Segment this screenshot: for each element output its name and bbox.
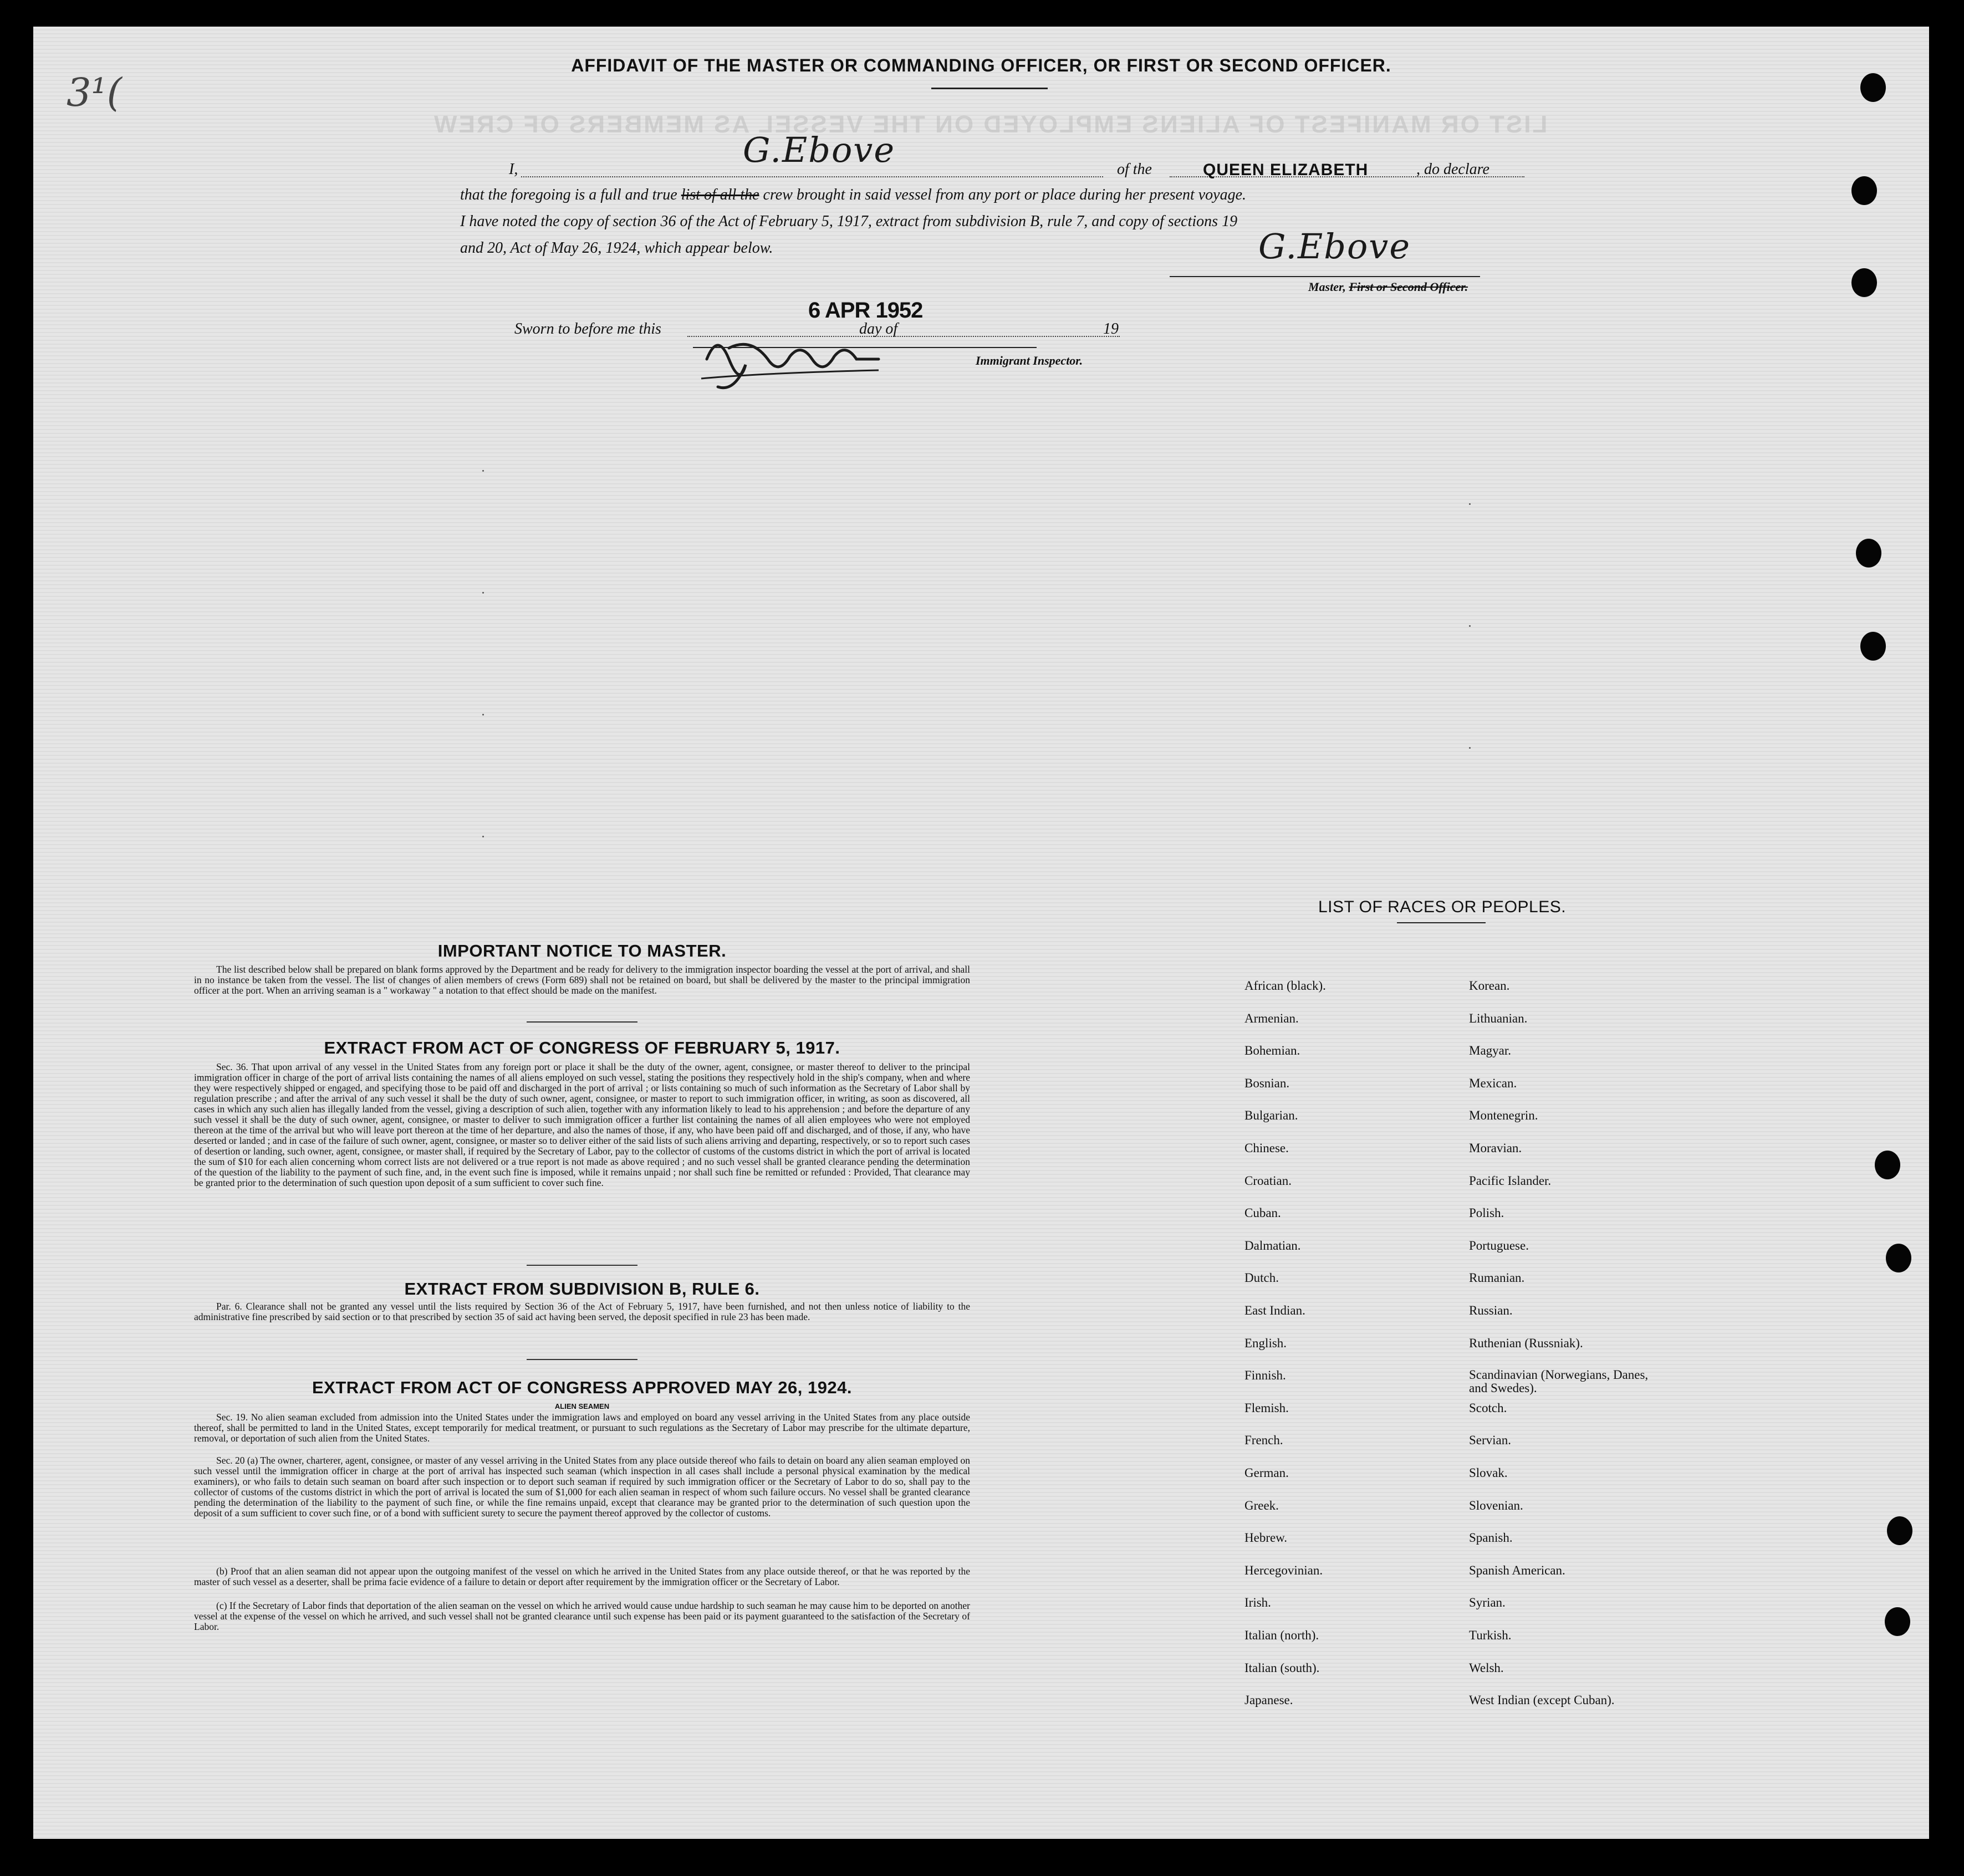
race-right-0: Korean. <box>1469 979 1510 993</box>
race-right-13: Scotch. <box>1469 1401 1507 1415</box>
punch-hole <box>1887 1516 1912 1545</box>
sworn-label: Sworn to before me this <box>514 320 661 338</box>
race-left-1: Armenian. <box>1244 1011 1299 1025</box>
form-tick <box>482 836 484 837</box>
notice-body: The list described below shall be prepared on blank forms approved by the Department and be ready for delivery to the immigration inspector boarding the vessel at the port of arrival, and shall in no instance be taken from the vessel. The list of changes of alien members of crews (Form 689) shall not be retained on board, but shall be delivered by the master to the principal immigration officer at the port. When an arriving seaman is a " workaway " a notation to that effect should be made on the manifest. <box>194 964 970 996</box>
divider <box>527 1265 637 1266</box>
year-prefix: 19 <box>1103 320 1119 338</box>
divider <box>527 1359 637 1360</box>
race-right-16: Slovenian. <box>1469 1499 1523 1512</box>
signer-name: G.Ebove <box>743 130 896 170</box>
race-left-13: Flemish. <box>1244 1401 1289 1415</box>
race-left-22: Japanese. <box>1244 1693 1293 1707</box>
race-left-0: African (black). <box>1244 979 1326 993</box>
punch-hole <box>1860 73 1886 102</box>
punch-hole <box>1856 539 1881 568</box>
race-left-15: German. <box>1244 1466 1289 1480</box>
race-left-14: French. <box>1244 1433 1283 1447</box>
race-left-20: Italian (north). <box>1244 1628 1319 1642</box>
signature-line <box>1170 276 1480 277</box>
punch-hole <box>1885 1607 1910 1636</box>
punch-hole <box>1851 176 1877 205</box>
race-right-1: Lithuanian. <box>1469 1011 1528 1025</box>
race-left-2: Bohemian. <box>1244 1044 1300 1057</box>
sec20c-body: (c) If the Secretary of Labor finds that deportation of the alien seaman on the vessel on which he arrived would cause undue hardship to such seaman he may cause him to be deported on another vessel at the expense of the vessel on which he arrived, and such vessel shall not be granted clearance until such expense has been paid or its payment guaranteed to the satisfaction of the Secretary of Labor. <box>194 1600 970 1632</box>
race-left-18: Hercegovinian. <box>1244 1563 1323 1577</box>
race-right-5: Moravian. <box>1469 1141 1522 1155</box>
race-right-19: Syrian. <box>1469 1596 1506 1609</box>
extract-1917-heading: EXTRACT FROM ACT OF CONGRESS OF FEBRUARY 5, 1917. <box>324 1038 840 1057</box>
bleed-through-title: LIST OR MANIFEST OF ALIENS EMPLOYED ON THE VESSEL AS MEMBERS OF CREW <box>432 111 1548 138</box>
punch-hole <box>1851 268 1877 297</box>
race-right-9: Rumanian. <box>1469 1271 1525 1285</box>
race-right-15: Slovak. <box>1469 1466 1508 1480</box>
vessel-name: QUEEN ELIZABETH <box>1203 161 1369 179</box>
race-right-21: Welsh. <box>1469 1661 1504 1675</box>
form-tick <box>482 470 484 472</box>
race-right-22: West Indian (except Cuban). <box>1469 1693 1615 1707</box>
race-left-6: Croatian. <box>1244 1174 1292 1188</box>
races-underline <box>1397 922 1486 923</box>
inspector-line <box>693 347 1037 348</box>
race-right-17: Spanish. <box>1469 1531 1513 1545</box>
rule6-body: Par. 6. Clearance shall not be granted any vessel until the lists required by Section 36 of the Act of February 5, 1917, have been furnished, and not then unless notice of liability to the administrative fine prescribed by said section or to that prescribed by section 35 of said act having been served, the deposit specified in rule 23 has been made. <box>194 1301 970 1322</box>
notice-heading: IMPORTANT NOTICE TO MASTER. <box>437 941 727 960</box>
margin-note: 3¹( <box>67 70 122 115</box>
title-master: Master, <box>1308 280 1346 294</box>
form-tick <box>1469 747 1471 749</box>
officer-signature: G.Ebove <box>1258 226 1411 267</box>
race-right-14: Servian. <box>1469 1433 1512 1447</box>
race-left-8: Dalmatian. <box>1244 1239 1301 1253</box>
affidavit-line-4: and 20, Act of May 26, 1924, which appear below. <box>460 239 773 257</box>
race-left-19: Irish. <box>1244 1596 1271 1609</box>
officer-title <box>1308 280 1468 294</box>
inspector-label: Immigrant Inspector. <box>976 354 1083 367</box>
affidavit-heading: AFFIDAVIT OF THE MASTER OR COMMANDING OFFICER, OR FIRST OR SECOND OFFICER. <box>571 55 1391 75</box>
race-left-21: Italian (south). <box>1244 1661 1320 1675</box>
line2-end: crew brought in said vessel from any port or place during her present voyage. <box>763 186 1247 203</box>
punch-hole <box>1875 1151 1900 1179</box>
race-right-11: Ruthenian (Russniak). <box>1469 1336 1583 1350</box>
form-tick <box>482 592 484 594</box>
race-right-20: Turkish. <box>1469 1628 1512 1642</box>
race-left-16: Greek. <box>1244 1499 1279 1512</box>
do-declare-label: , do declare <box>1416 161 1489 178</box>
race-left-3: Bosnian. <box>1244 1076 1290 1090</box>
rule6-heading: EXTRACT FROM SUBDIVISION B, RULE 6. <box>404 1279 760 1299</box>
alien-seamen-subheading: ALIEN SEAMEN <box>554 1402 610 1410</box>
sec20b-body: (b) Proof that an alien seaman did not appear upon the outgoing manifest of the vessel on which he arrived in the United States from any place outside thereof, or that he was reported by the master of such vessel as a deserter, shall be prima facie evidence of a failure to detain or deport after requirement by the immigration officer or the Secretary of Labor. <box>194 1566 970 1587</box>
form-tick <box>482 714 484 715</box>
divider <box>527 1021 637 1023</box>
document-page <box>33 27 1929 1839</box>
of-the-label: of the <box>1117 161 1152 178</box>
inspector-signature <box>696 326 884 398</box>
extract-1917-body: Sec. 36. That upon arrival of any vessel in the United States from any foreign port or place it shall be the duty of the owner, agent, consignee, or master thereof to deliver to the principal immigration officer in charge of the port of arrival lists containing the names of all aliens employed on such vessel, stating the positions they respectively hold in the ship's company, when and where they were respectively shipped or engaged, and specifying those to be paid off and discharged in the port of arrival ; or lists containing so much of such information as the Secretary of Labor shall by regulation prescribe ; and after the arrival of any such vessel it shall be the duty of such owner, agent, consignee, or master to report to such immigration officer, in writing, as soon as discovered, all cases in which any such alien has illegally landed from the vessel, giving a description of such alien, together with any information likely to lead to his apprehension ; and before the departure of any such vessel it shall be the duty of such owner, agent, consignee, or master to deliver to such immigration officer a further list containing the names of all alien employees who were not employed thereon at the time of the arrival but who will leave port thereon at the time of her departure, and also the names of those, if any, who have been paid off and discharged, and of those, if any, who have deserted or landed ; and in case of the failure of such owner, agent, consignee, or master so to deliver either of the said lists of such aliens arriving and departing, respectively, or so to report such cases of desertion or landing, such owner, agent, consignee, or master shall, if required by the Secretary of Labor, pay to the collector of customs of the customs district in which the port of arrival is located the sum of $10 for each alien concerning whom correct lists are not delivered or a true report is not made as above required ; and no such vessel shall be granted clearance pending the determination of the question of the liability to the payment of such fine, and, in the event such fine is imposed, while it remains unpaid ; nor shall such fine be remitted or refunded : Provided, That clearance may be granted prior to the determination of such question upon deposit of a sum sufficient to cover such fine. <box>194 1061 970 1188</box>
race-left-17: Hebrew. <box>1244 1531 1288 1545</box>
race-right-8: Portuguese. <box>1469 1239 1529 1253</box>
race-right-2: Magyar. <box>1469 1044 1512 1057</box>
race-right-10: Russian. <box>1469 1304 1513 1317</box>
race-right-4: Montenegrin. <box>1469 1108 1538 1122</box>
affidavit-line-2 <box>460 186 1246 204</box>
race-right-18: Spanish American. <box>1469 1563 1565 1577</box>
race-left-5: Chinese. <box>1244 1141 1289 1155</box>
punch-hole <box>1886 1244 1911 1272</box>
race-left-7: Cuban. <box>1244 1206 1281 1220</box>
race-right-6: Pacific Islander. <box>1469 1174 1552 1188</box>
line2-struck: list of all the <box>681 186 759 203</box>
race-right-7: Polish. <box>1469 1206 1504 1220</box>
races-heading: LIST OF RACES OR PEOPLES. <box>1318 898 1567 916</box>
affidavit-line-3: I have noted the copy of section 36 of the Act of February 5, 1917, extract from subdivision B, rule 7, and copy of sections 19 <box>460 213 1238 230</box>
day-of-label: day of <box>859 320 898 338</box>
line2-start: that the foregoing is a full and true <box>460 186 677 203</box>
race-left-11: English. <box>1244 1336 1287 1350</box>
extract-1924-heading: EXTRACT FROM ACT OF CONGRESS APPROVED MAY 26, 1924. <box>312 1378 853 1397</box>
date-stamp: 6 APR 1952 <box>808 298 923 323</box>
race-left-4: Bulgarian. <box>1244 1108 1298 1122</box>
race-left-9: Dutch. <box>1244 1271 1279 1285</box>
heading-underline <box>931 88 1048 89</box>
affidavit-intro: I, <box>509 161 518 178</box>
race-right-12: Scandinavian (Norwegians, Danes, and Swedes). <box>1469 1368 1649 1395</box>
punch-hole <box>1860 632 1886 661</box>
sec20a-body: Sec. 20 (a) The owner, charterer, agent, consignee, or master of any vessel arriving in the United States from any place outside thereof who fails to detain on board any alien seaman employed on such vessel until the immigration officer in charge at the port of arrival has inspected such seaman (which inspection in all cases shall include a personal physical examination by the medical examiners), or who fails to detain such seaman on board after such inspection or to deport such seaman if required by such immigration officer or the Secretary of Labor to do so, shall pay to the collector of customs of the customs district in which the port of arrival is located the sum of $1,000 for each alien seaman in respect of whom such failure occurs. No vessel shall be granted clearance pending the determination of the liability to the payment of such fine, or while the fine remains unpaid, except that clearance may be granted prior to the determination of such question upon the deposit of a sum sufficient to cover such fine, or of a bond with sufficient surety to secure the payment thereof approved by the collector of customs. <box>194 1455 970 1519</box>
title-struck: First or Second Officer. <box>1349 280 1468 294</box>
form-tick <box>1469 625 1471 627</box>
sec19-body: Sec. 19. No alien seaman excluded from admission into the United States under the immigration laws and employed on board any vessel arriving in the United States from any place outside thereof, shall be permitted to land in the United States, except temporarily for medical treatment, or pursuant to such regulations as the Secretary of Labor may prescribe for the ultimate departure, removal, or deportation of such alien from the United States. <box>194 1412 970 1444</box>
race-right-3: Mexican. <box>1469 1076 1517 1090</box>
race-left-10: East Indian. <box>1244 1304 1305 1317</box>
name-blank <box>521 176 1103 177</box>
form-tick <box>1469 503 1471 505</box>
race-left-12: Finnish. <box>1244 1368 1286 1382</box>
